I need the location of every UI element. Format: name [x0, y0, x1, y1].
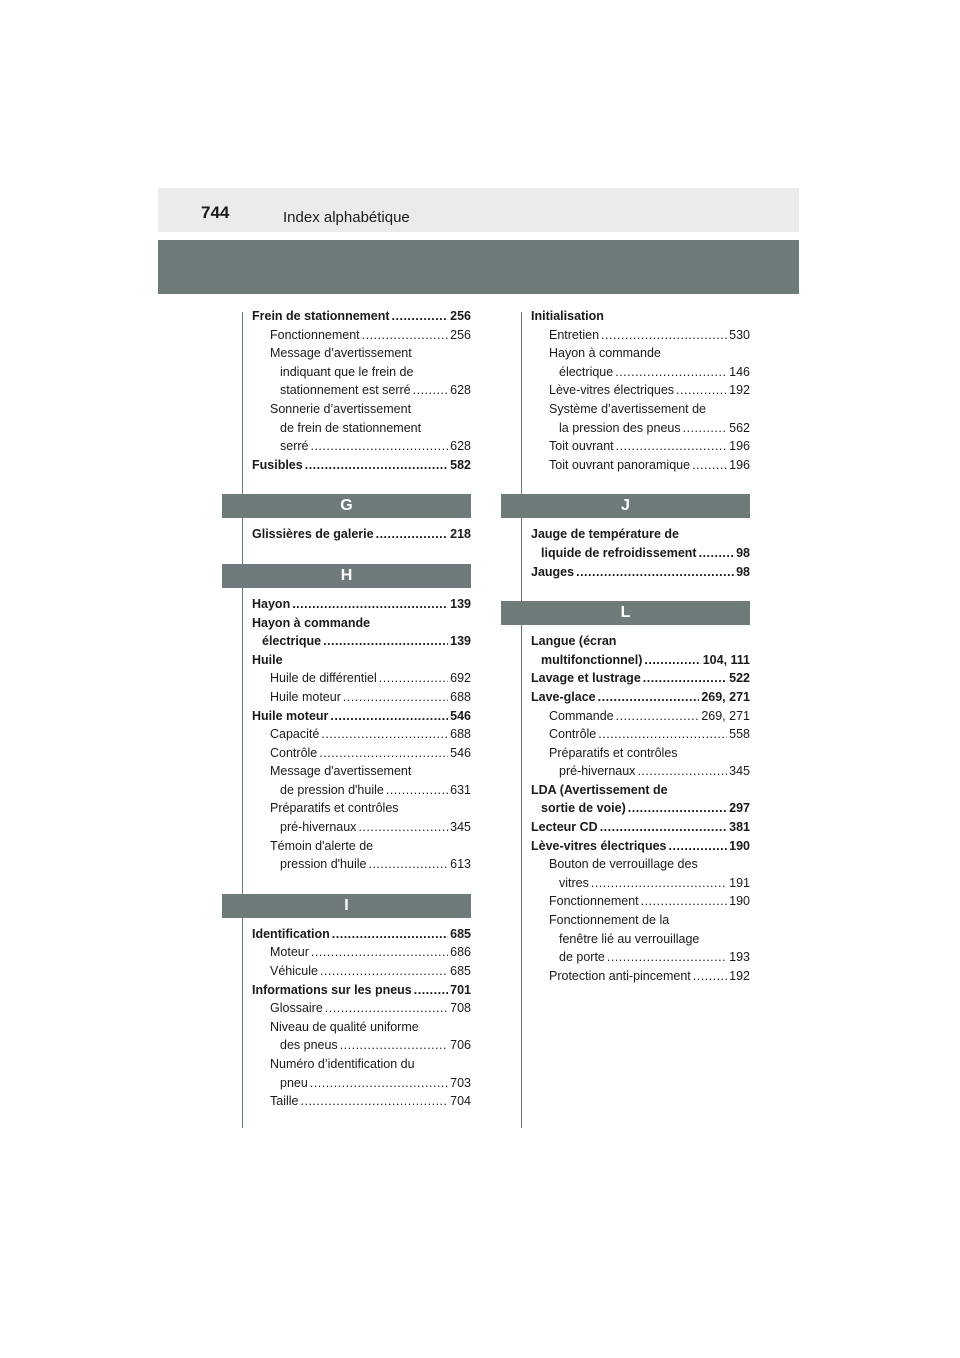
dot-leader	[591, 874, 727, 893]
entry-text: Témoin d'alerte de	[270, 838, 374, 853]
entry-text: Initialisation	[531, 309, 604, 323]
entry-text: Préparatifs et contrôles	[270, 801, 399, 816]
header-band	[158, 188, 799, 232]
index-entry	[252, 595, 471, 614]
entry-text: Langue (écran	[531, 634, 617, 649]
index-column-left	[252, 307, 471, 1111]
entry-text: pré-hivernaux	[559, 764, 636, 779]
entry-text: Fonctionnement de la	[549, 913, 670, 928]
entry-text: Fonctionnement	[270, 327, 360, 342]
index-entry	[531, 563, 750, 582]
entry-page-number: 703	[450, 1075, 471, 1090]
index-subentry	[531, 344, 750, 363]
index-subentry	[531, 911, 750, 930]
entry-text: Jauges	[531, 564, 575, 579]
dot-leader	[330, 707, 448, 726]
entry-page-number: 530	[729, 327, 750, 342]
entry-page-number: 193	[729, 950, 750, 965]
dot-leader	[368, 855, 448, 874]
entry-page-number: 688	[450, 727, 471, 742]
entry-page-number: 191	[729, 875, 750, 890]
entry-text: Lecteur CD	[531, 820, 598, 835]
entry-text: Taille	[270, 1094, 299, 1109]
entry-page-number: 546	[450, 745, 471, 760]
dot-leader	[615, 363, 727, 382]
dot-leader	[693, 967, 727, 986]
dot-leader	[576, 563, 734, 582]
entry-text: Message d’avertissement	[270, 346, 412, 361]
entry-text: multifonctionnel)	[541, 652, 643, 667]
entry-text: Huile moteur	[270, 689, 341, 704]
index-entry	[252, 707, 471, 726]
dot-leader	[601, 326, 727, 345]
index-subentry	[531, 381, 750, 400]
entry-text: Fonctionnement	[549, 894, 639, 909]
entry-page-number: 631	[450, 782, 471, 797]
index-subentry	[252, 381, 471, 400]
entry-text: Lève-vitres électriques	[531, 838, 667, 853]
index-entry	[531, 669, 750, 688]
index-entry	[531, 632, 750, 651]
dot-leader	[340, 1036, 448, 1055]
entry-page-number: 701	[450, 982, 471, 997]
entry-page-number: 582	[450, 457, 471, 472]
entry-text: de frein de stationnement	[280, 420, 422, 435]
entry-page-number: 192	[729, 968, 750, 983]
index-entry	[252, 632, 471, 651]
dot-leader	[598, 688, 700, 707]
entry-text: Commande	[549, 708, 614, 723]
index-subentry	[531, 326, 750, 345]
entry-text: liquide de refroidissement	[541, 545, 697, 560]
index-subentry	[531, 855, 750, 874]
entry-page-number: 558	[729, 727, 750, 742]
entry-text: Informations sur les pneus	[252, 982, 412, 997]
dot-leader	[600, 818, 727, 837]
dot-leader	[683, 419, 728, 438]
index-subentry	[252, 818, 471, 837]
index-subentry	[252, 725, 471, 744]
entry-page-number: 522	[729, 671, 750, 686]
dot-leader	[641, 892, 728, 911]
index-subentry	[531, 762, 750, 781]
dot-leader	[319, 744, 448, 763]
dot-leader	[325, 999, 448, 1018]
dot-leader	[699, 544, 735, 563]
index-entry	[252, 614, 471, 633]
index-subentry	[252, 999, 471, 1018]
section-letter-j: J	[501, 494, 750, 518]
index-subentry	[531, 725, 750, 744]
index-subentry	[252, 1092, 471, 1111]
dot-leader	[310, 437, 448, 456]
index-entry	[531, 651, 750, 670]
index-entry	[531, 688, 750, 707]
entry-text: pré-hivernaux	[280, 820, 357, 835]
dot-leader	[676, 381, 727, 400]
entry-page-number: 297	[729, 801, 750, 816]
entry-page-number: 196	[729, 457, 750, 472]
section-letter-i: I	[222, 894, 471, 918]
entry-text: Véhicule	[270, 964, 318, 979]
dot-leader	[644, 651, 700, 670]
entry-text: Niveau de qualité uniforme	[270, 1019, 419, 1034]
dot-leader	[321, 725, 448, 744]
index-subentry	[252, 400, 471, 419]
entry-text: Fusibles	[252, 457, 303, 472]
dot-leader	[692, 456, 727, 475]
dot-leader	[616, 707, 700, 726]
entry-page-number: 139	[450, 634, 471, 649]
entry-text: Hayon à commande	[549, 346, 661, 361]
entry-page-number: 688	[450, 689, 471, 704]
entry-page-number: 562	[729, 420, 750, 435]
entry-text: Huile moteur	[252, 708, 329, 723]
index-subentry	[252, 1055, 471, 1074]
index-entry	[252, 981, 471, 1000]
dot-leader	[362, 326, 449, 345]
entry-text: de pression d'huile	[280, 782, 384, 797]
entry-text: Sonnerie d’avertissement	[270, 401, 412, 416]
index-subentry	[531, 930, 750, 949]
right-column-rule	[521, 312, 522, 1128]
entry-page-number: 546	[450, 708, 471, 723]
entry-text: serré	[280, 439, 309, 454]
entry-text: indiquant que le frein de	[280, 364, 414, 379]
entry-text: Lavage et lustrage	[531, 671, 641, 686]
index-subentry	[252, 781, 471, 800]
entry-page-number: 708	[450, 1001, 471, 1016]
entry-text: des pneus	[280, 1038, 338, 1053]
entry-text: pression d'huile	[280, 857, 367, 872]
index-subentry	[531, 707, 750, 726]
index-subentry	[252, 744, 471, 763]
entry-text: stationnement est serré	[280, 383, 411, 398]
entry-page-number: 345	[729, 764, 750, 779]
entry-text: Hayon à commande	[252, 615, 371, 630]
index-subentry	[252, 437, 471, 456]
entry-text: Message d'avertissement	[270, 764, 412, 779]
dot-leader	[310, 1074, 448, 1093]
index-subentry	[252, 837, 471, 856]
entry-text: Moteur	[270, 945, 309, 960]
index-subentry	[252, 1074, 471, 1093]
entry-text: Contrôle	[549, 727, 597, 742]
entry-text: fenêtre lié au verrouillage	[559, 931, 700, 946]
dot-leader	[332, 925, 448, 944]
dot-leader	[301, 1092, 449, 1111]
index-subentry	[531, 437, 750, 456]
entry-text: Préparatifs et contrôles	[549, 745, 678, 760]
entry-text: Jauge de température de	[531, 527, 679, 542]
entry-text: Glissières de galerie	[252, 527, 374, 542]
dot-leader	[386, 781, 448, 800]
entry-text: vitres	[559, 875, 589, 890]
entry-text: Numéro d’identification du	[270, 1057, 415, 1071]
entry-text: pneu	[280, 1075, 308, 1090]
entry-page-number: 98	[736, 545, 750, 560]
entry-page-number: 269, 271	[701, 708, 750, 723]
entry-text: Toit ouvrant panoramique	[549, 457, 691, 472]
index-subentry	[531, 967, 750, 986]
index-subentry	[252, 419, 471, 438]
entry-page-number: 190	[729, 838, 750, 853]
entry-text: Toit ouvrant	[549, 439, 614, 454]
index-subentry	[531, 400, 750, 419]
entry-page-number: 139	[450, 596, 471, 611]
entry-text: la pression des pneus	[559, 420, 681, 435]
entry-page-number: 98	[736, 564, 750, 579]
entry-text: Entretien	[549, 327, 600, 342]
index-subentry	[252, 688, 471, 707]
entry-text: LDA (Avertissement de	[531, 782, 668, 797]
dot-leader	[414, 981, 448, 1000]
dot-leader	[598, 725, 727, 744]
section-letter-h: H	[222, 564, 471, 588]
entry-page-number: 104, 111	[702, 652, 750, 667]
entry-page-number: 704	[450, 1094, 471, 1109]
entry-page-number: 685	[450, 926, 471, 941]
index-subentry	[531, 744, 750, 763]
index-subentry	[531, 456, 750, 475]
entry-page-number: 685	[450, 964, 471, 979]
dot-leader	[607, 948, 727, 967]
entry-text: Identification	[252, 926, 330, 941]
index-entry	[531, 307, 750, 326]
dot-leader	[643, 669, 727, 688]
entry-page-number: 218	[450, 527, 471, 542]
index-entry	[252, 651, 471, 670]
index-subentry	[252, 363, 471, 382]
page-heading: Index alphabétique	[283, 209, 410, 226]
entry-text: Système d’avertissement de	[549, 401, 707, 416]
entry-text: Capacité	[270, 727, 320, 742]
dot-leader	[292, 595, 448, 614]
index-subentry	[252, 799, 471, 818]
entry-page-number: 146	[729, 364, 750, 379]
index-entry	[252, 925, 471, 944]
section-letter-l: L	[501, 601, 750, 625]
entry-page-number: 692	[450, 671, 471, 686]
page-number: 744	[201, 203, 230, 222]
dot-leader	[376, 525, 449, 544]
entry-page-number: 345	[450, 820, 471, 835]
dot-leader	[305, 456, 448, 475]
entry-text: Lave-glace	[531, 689, 596, 704]
index-subentry	[252, 855, 471, 874]
entry-page-number: 686	[450, 945, 471, 960]
index-subentry	[252, 943, 471, 962]
entry-page-number: 613	[450, 857, 471, 872]
entry-page-number: 628	[450, 439, 471, 454]
index-entry	[531, 837, 750, 856]
index-subentry	[531, 892, 750, 911]
section-title-bar	[158, 240, 799, 294]
index-entry	[531, 799, 750, 818]
entry-text: Lève-vitres électriques	[549, 383, 675, 398]
entry-page-number: 269, 271	[701, 689, 750, 704]
entry-page-number: 196	[729, 439, 750, 454]
entry-text: Bouton de verrouillage des	[549, 857, 698, 872]
index-subentry	[531, 363, 750, 382]
index-entry	[252, 525, 471, 544]
entry-page-number: 381	[729, 820, 750, 835]
entry-page-number: 192	[729, 383, 750, 398]
dot-leader	[637, 762, 727, 781]
entry-page-number: 190	[729, 894, 750, 909]
left-column-rule	[242, 312, 243, 1128]
index-subentry	[252, 762, 471, 781]
entry-text: de porte	[559, 950, 605, 965]
index-entry	[531, 544, 750, 563]
entry-page-number: 256	[450, 309, 471, 323]
index-subentry	[252, 326, 471, 345]
index-subentry	[252, 962, 471, 981]
section-letter-g: G	[222, 494, 471, 518]
entry-text: électrique	[262, 634, 322, 649]
dot-leader	[628, 799, 727, 818]
dot-leader	[379, 669, 448, 688]
index-column-right	[531, 307, 750, 985]
index-subentry	[531, 874, 750, 893]
entry-text: Huile de différentiel	[270, 671, 377, 686]
entry-text: Glossaire	[270, 1001, 323, 1016]
dot-leader	[669, 837, 728, 856]
entry-page-number: 628	[450, 383, 471, 398]
index-subentry	[252, 1018, 471, 1037]
entry-text: sortie de voie)	[541, 801, 626, 816]
index-subentry	[531, 948, 750, 967]
index-entry	[531, 781, 750, 800]
index-entry	[252, 307, 471, 326]
index-entry	[531, 818, 750, 837]
dot-leader	[320, 962, 448, 981]
index-subentry	[252, 344, 471, 363]
entry-text: Hayon	[252, 596, 291, 611]
dot-leader	[323, 632, 448, 651]
entry-text: électrique	[559, 364, 614, 379]
index-subentry	[252, 1036, 471, 1055]
dot-leader	[358, 818, 448, 837]
entry-page-number: 706	[450, 1038, 471, 1053]
entry-text: Frein de stationnement	[252, 309, 390, 323]
dot-leader	[311, 943, 448, 962]
entry-text: Protection anti-pincement	[549, 968, 691, 983]
dot-leader	[343, 688, 448, 707]
dot-leader	[616, 437, 728, 456]
dot-leader	[392, 307, 449, 326]
entry-text: Contrôle	[270, 745, 318, 760]
entry-page-number: 256	[450, 327, 471, 342]
index-entry	[531, 525, 750, 544]
index-subentry	[531, 419, 750, 438]
dot-leader	[413, 381, 449, 400]
index-entry	[252, 456, 471, 475]
index-subentry	[252, 669, 471, 688]
entry-text: Huile	[252, 652, 283, 667]
